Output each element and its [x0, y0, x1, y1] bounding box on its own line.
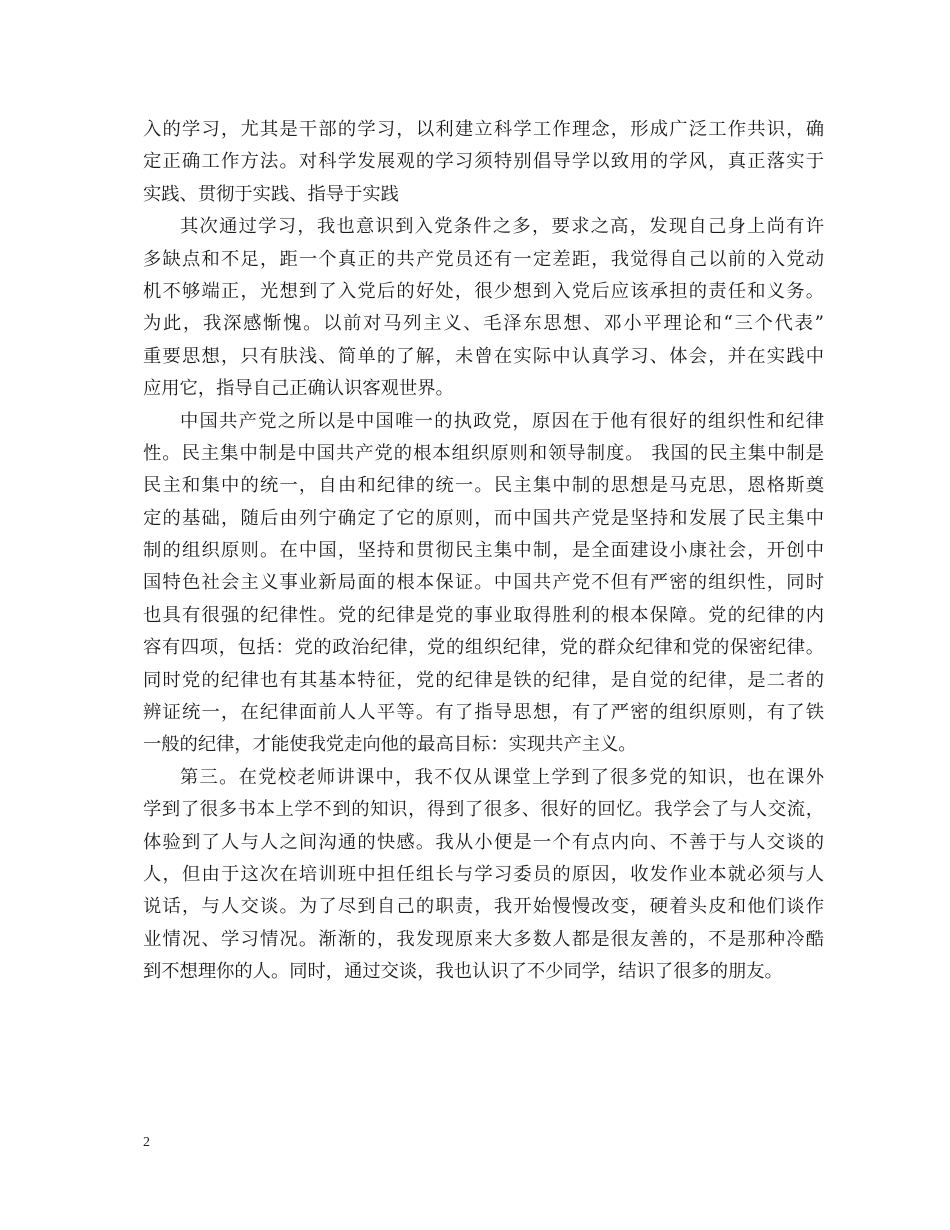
paragraph-line: 性。民主集中制是中国共产党的根本组织原则和领导制度。 我国的民主集中制是: [143, 442, 824, 464]
paragraph-line: 实践、贯彻于实践、指导于实践: [143, 183, 399, 205]
paragraph-line: 第三。在党校老师讲课中，我不仅从课堂上学到了很多党的知识，也在课外: [180, 766, 824, 788]
paragraph-line: 定的基础，随后由列宁确定了它的原则，而中国共产党是坚持和发展了民主集中: [143, 507, 824, 529]
paragraph-line: 学到了很多书本上学不到的知识，得到了很多、很好的回忆。我学会了与人交流，: [143, 799, 824, 821]
paragraph-line: 辨证统一，在纪律面前人人平等。有了指导思想，有了严密的组织原则，有了铁: [143, 702, 824, 724]
paragraph: [143, 211, 824, 405]
paragraph-line: 机不够端正，光想到了入党后的好处，很少想到入党后应该承担的责任和义务。: [143, 280, 824, 302]
document-body: [143, 114, 824, 989]
paragraph-line: 体验到了人与人之间沟通的快感。我从小便是一个有点内向、不善于与人交谈的: [143, 831, 824, 853]
paragraph-line: 容有四项，包括：党的政治纪律，党的组织纪律，党的群众纪律和党的保密纪律。: [143, 637, 824, 659]
paragraph-line: 业情况、学习情况。渐渐的，我发现原来大多数人都是很友善的，不是那种冷酷: [143, 928, 824, 950]
paragraph-line: 制的组织原则。在中国，坚持和贯彻民主集中制，是全面建设小康社会，开创中: [143, 540, 824, 562]
paragraph-line: 也具有很强的纪律性。党的纪律是党的事业取得胜利的根本保障。党的纪律的内: [143, 604, 824, 626]
paragraph-line: 定正确工作方法。对科学发展观的学习须特别倡导学以致用的学风，真正落实于: [143, 151, 824, 173]
paragraph-line: 人，但由于这次在培训班中担任组长与学习委员的原因，收发作业本就必须与人: [143, 863, 824, 885]
paragraph-line: 入的学习，尤其是干部的学习，以利建立科学工作理念，形成广泛工作共识，确: [143, 119, 824, 140]
paragraph-line: 重要思想，只有肤浅、简单的了解，未曾在实际中认真学习、体会，并在实践中: [143, 345, 824, 367]
paragraph-line: 多缺点和不足，距一个真正的共产党员还有一定差距，我觉得自己以前的入党动: [143, 248, 824, 270]
paragraph-line: 国特色社会主义事业新局面的根本保证。中国共产党不但有严密的组织性，同时: [143, 572, 824, 594]
page-number: 2: [143, 1135, 150, 1150]
paragraph-line: 中国共产党之所以是中国唯一的执政党，原因在于他有很好的组织性和纪律: [180, 410, 824, 432]
paragraph: [143, 406, 824, 762]
paragraph-line: 为此，我深感惭愧。以前对马列主义、毛泽东思想、邓小平理论和“三个代表”: [143, 313, 824, 335]
paragraph-line: 说话，与人交谈。为了尽到自己的职责，我开始慢慢改变，硬着头皮和他们谈作: [143, 896, 824, 918]
paragraph-line: 民主和集中的统一，自由和纪律的统一。民主集中制的思想是马克思，恩格斯奠: [143, 475, 824, 497]
paragraph-line: 应用它，指导自己正确认识客观世界。: [143, 378, 454, 400]
paragraph: [143, 114, 824, 211]
paragraph-line: 其次通过学习，我也意识到入党条件之多，要求之高，发现自己身上尚有许: [180, 216, 824, 238]
paragraph-line: 到不想理你的人。同时，通过交谈，我也认识了不少同学，结识了很多的朋友。: [143, 961, 783, 983]
paragraph-line: 一般的纪律，才能使我党走向他的最高目标：实现共产主义。: [143, 734, 637, 756]
paragraph-line: 同时党的纪律也有其基本特征，党的纪律是铁的纪律，是自觉的纪律，是二者的: [143, 669, 824, 691]
paragraph: [143, 762, 824, 989]
